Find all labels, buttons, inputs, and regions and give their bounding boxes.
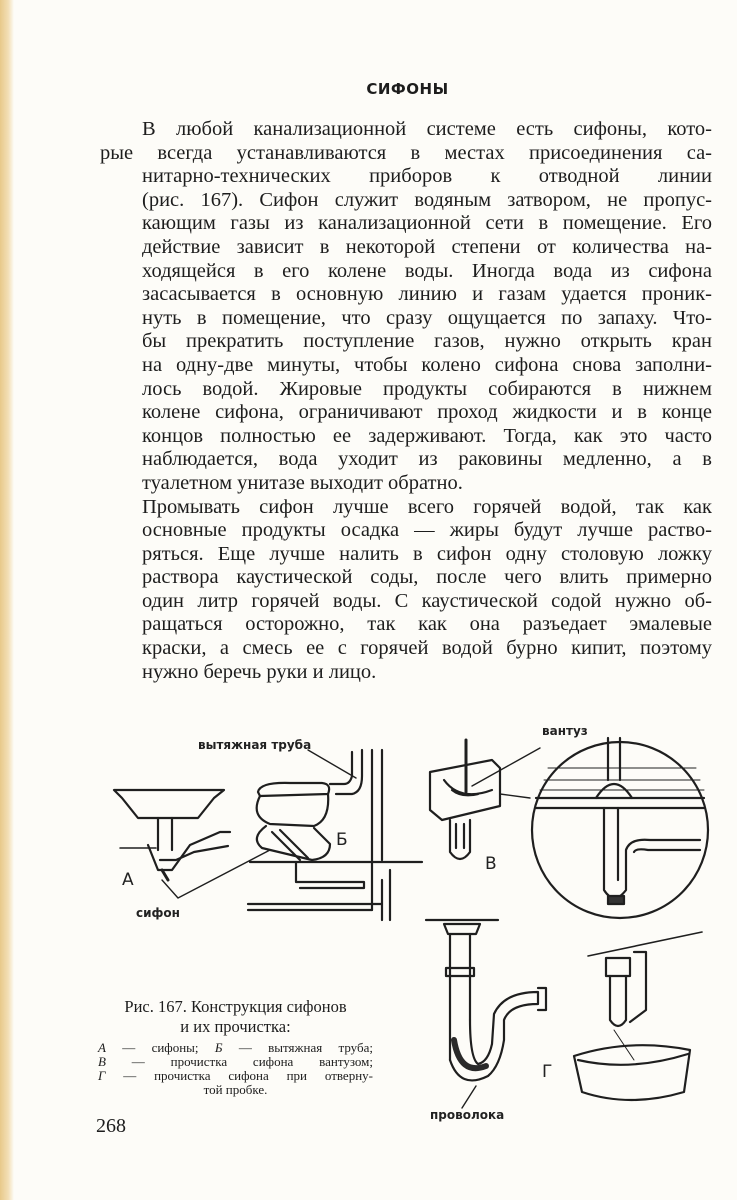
legend-text: — сифоны;	[122, 1040, 199, 1055]
text-line: кающим газы из канализационной сети в помещение. Его	[142, 212, 712, 235]
label-wire: проволока	[430, 1108, 505, 1122]
legend-line	[98, 1069, 373, 1083]
text-line: ращаться осторожно, так как она разъедает эмалевые	[142, 613, 712, 636]
caption-title-line: и их прочистка:	[180, 1017, 291, 1036]
label-vent-pipe: вытяжная труба	[198, 738, 312, 752]
text-line: нитарно-технических приборов к отводной линии	[142, 165, 712, 188]
washbasin-siphon-a	[114, 790, 230, 880]
letter-g: Г	[542, 1062, 553, 1082]
legend-line: той пробке.	[203, 1082, 268, 1097]
legend-text: — прочистка сифона при отверну-	[123, 1068, 373, 1083]
figure-caption	[98, 997, 373, 1097]
paragraph-1	[100, 118, 712, 496]
text-line: колене сифона, ограничивают проход жидкости и в конце	[142, 401, 712, 424]
text-line: один литр горячей воды. С каустической содой нужно об-	[142, 589, 712, 612]
paragraph-2	[100, 496, 712, 685]
letter-v: В	[485, 854, 497, 874]
legend-line	[98, 1041, 373, 1055]
text-line: концов полностью ее задерживают. Тогда, как это часто	[142, 424, 712, 447]
toilet-vent-pipe-b	[248, 750, 422, 920]
text-line: основные продукты осадка — жиры будут лучше раство-	[142, 519, 712, 542]
text-line: краски, а смесь ее с горячей водой бурно кипит, поэтому	[142, 637, 712, 660]
letter-a: А	[122, 870, 134, 890]
caption-legend	[98, 1041, 373, 1097]
legend-key: Г	[98, 1068, 106, 1083]
legend-text: — прочистка сифона вантузом;	[131, 1054, 374, 1069]
text-line: засасывается в основную линию и газам удается проник-	[142, 283, 712, 306]
text-line: нуть в помещение, что сразу ощущается по запаху. Что-	[142, 306, 712, 329]
text-line: бы прекратить поступление газов, нужно открыть кран	[142, 330, 712, 353]
text-line: лось водой. Жировые продукты собираются в нижнем	[142, 377, 712, 400]
text-line: В любой канализационной системе есть сифоны, кото-	[142, 118, 712, 140]
text-line: Промывать сифон лучше всего горячей водой, так как	[142, 495, 712, 518]
body-text	[100, 118, 712, 684]
caption-title	[98, 997, 373, 1037]
text-line: туалетном унитазе выходит обратно.	[142, 471, 463, 494]
label-siphon: сифон	[136, 906, 180, 920]
caption-title-line: Рис. 167. Конструкция сифонов	[124, 997, 347, 1016]
legend-key: А	[98, 1040, 106, 1055]
legend-key: Б	[214, 1040, 223, 1055]
siphon-wire-g	[426, 920, 546, 1108]
page-number: 268	[96, 1115, 126, 1137]
label-plunger: вантуз	[542, 724, 588, 738]
text-line: нужно беречь руки и лицо.	[142, 660, 377, 683]
text-line: (рис. 167). Сифон служит водяным затвором, не пропус-	[142, 188, 712, 211]
text-line: действие зависит в некоторой степени от количества на-	[142, 235, 712, 258]
text-line: наблюдается, вода уходит из раковины медленно, а в	[142, 448, 712, 471]
letter-b: Б	[336, 830, 348, 850]
siphon-pointer-lines	[162, 850, 270, 898]
text-line: ряться. Еще лучше налить в сифон одну столовую ложку	[142, 542, 712, 565]
legend-key: В	[98, 1054, 106, 1069]
text-line: рые всегда устанавливаются в местах присоединения са-	[100, 141, 712, 164]
text-line: ходящейся в его колене воды. Иногда вода из сифона	[142, 259, 712, 282]
section-heading: СИФОНЫ	[366, 80, 449, 98]
bucket-cleaning	[574, 932, 702, 1100]
magnified-siphon-detail	[532, 738, 708, 918]
legend-text: — вытяжная труба;	[238, 1040, 373, 1055]
text-line: раствора каустической соды, после чего влить примерно	[142, 566, 712, 589]
text-line: на одну-две минуты, чтобы колено сифона снова заполни-	[142, 353, 712, 376]
page-edge-stain	[0, 0, 14, 1200]
legend-line	[98, 1055, 373, 1069]
